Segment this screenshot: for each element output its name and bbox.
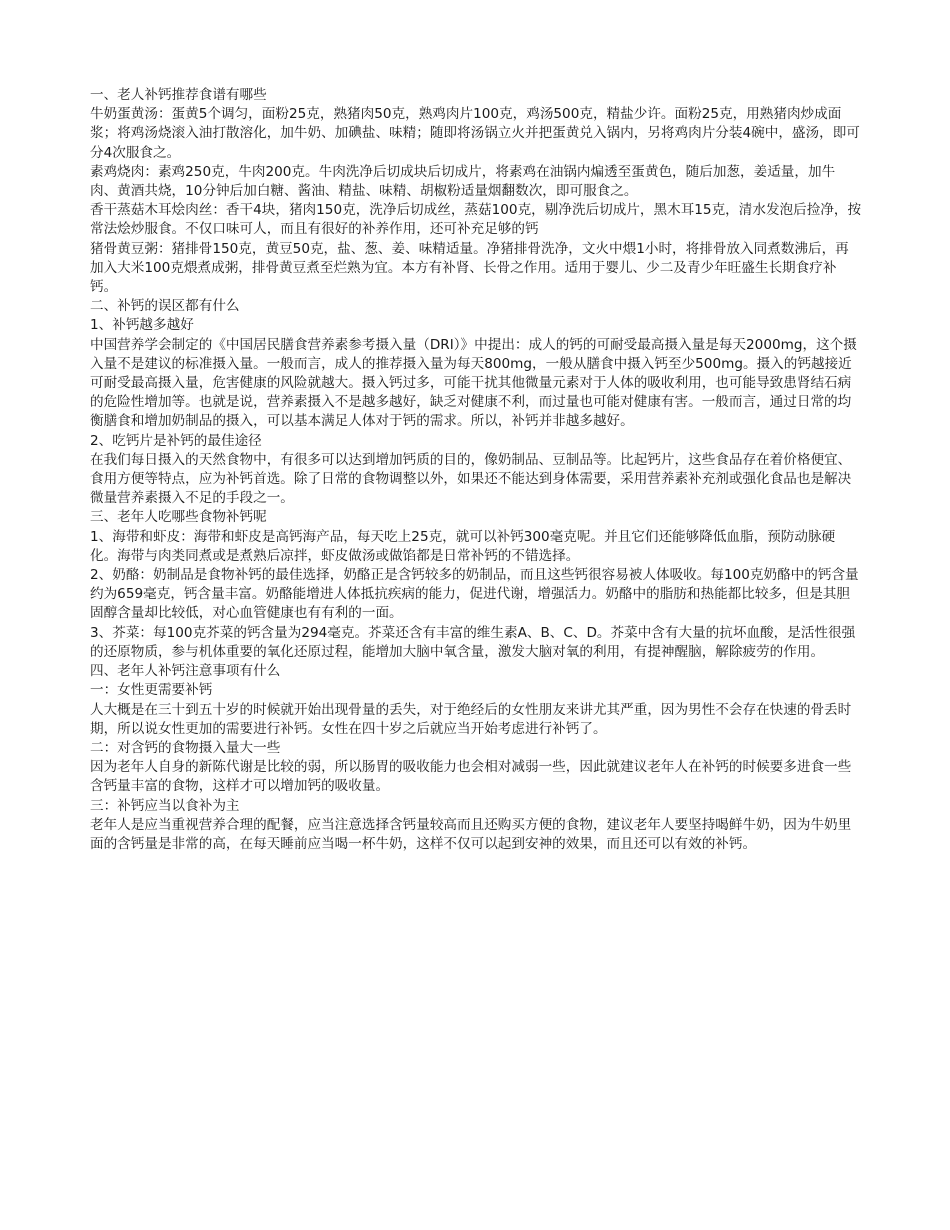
subsection-heading: 2、吃钙片是补钙的最佳途径 (90, 432, 262, 449)
section-heading: 一、老人补钙推荐食谱有哪些 (90, 87, 267, 103)
paragraph: 素鸡烧肉：素鸡250克，牛肉200克。牛肉洗净后切成块后切成片，将素鸡在油锅内煸透至蛋黄色，随后加葱，姜适量，加牛肉、黄酒共烧，10分钟后加白糖、酱油、精盐、味精、胡椒粉适量烟翻数次，即可服食之。 (90, 163, 836, 200)
subsection-heading: 三：补钙应当以食补为主 (90, 797, 240, 814)
paragraph: 牛奶蛋黄汤：蛋黄5个调匀，面粉25克，熟猪肉50克，熟鸡肉片100克，鸡汤500克，精盐少许。面粉25克，用熟猪肉炒成面浆；将鸡汤烧滚入油打散溶化，加牛奶、加碘盐、味精；随即将汤锅立火并把蛋黄兑入锅内，另将鸡肉片分装4碗中，盛汤，即可分4次服食之。 (90, 106, 860, 161)
subsection-heading: 二：对含钙的食物摄入量大一些 (90, 739, 281, 756)
paragraph: 中国营养学会制定的《中国居民膳食营养素参考摄入量（DRI）》中提出：成人的钙的可耐受最高摄入量是每天2000mg，这个摄入量不是建议的标准摄入量。一般而言，成人的推荐摄入量为每天800mg，一般从膳食中摄入钙至少500mg。摄入的钙越接近可耐受最高摄入量，危害健康的风险就越大。摄入钙过多，可能干扰其他微量元素对于人体的吸收利用，也可能导致患肾结石病的危险性增加等。也就是说，营养素摄入不是越多越好，缺乏对健康不利，而过量也可能对健康有害。一般而言，通过日常的均衡膳食和增加奶制品的摄入，可以基本满足人体对于钙的需求。所以，补钙并非越多越好。 (90, 336, 857, 430)
paragraph: 老年人是应当重视营养合理的配餐，应当注意选择含钙量较高而且还购买方便的食物，建议老年人要坚持喝鲜牛奶，因为牛奶里面的含钙量是非常的高，在每天睡前应当喝一杯牛奶，这样不仅可以起到安神的效果，而且还可以有效的补钙。 (90, 816, 852, 852)
paragraph: 猪骨黄豆粥：猪排骨150克，黄豆50克，盐、葱、姜、味精适量。净猪排骨洗净，文火中煨1小时，将排骨放入同煮数沸后，再加入大米100克煨煮成粥，排骨黄豆煮至烂熟为宜。本方有补肾、长骨之作用。适用于婴儿、少二及青少年旺盛生长期食疗补钙。 (90, 240, 849, 296)
subsection-heading: 1、补钙越多越好 (90, 317, 194, 334)
paragraph: 在我们每日摄入的天然食物中，有很多可以达到增加钙质的目的，像奶制品、豆制品等。比起钙片，这些食品存在着价格便宜、食用方便等特点，应为补钙首选。除了日常的食物调整以外，如果还不能达到身体需要，采用营养素补充剂或强化食品也是解决微量营养素摄入不足的手段之一。 (90, 451, 852, 507)
paragraph: 人大概是在三十到五十岁的时候就开始出现骨量的丢失，对于绝经后的女性朋友来讲尤其严重，因为男性不会存在快速的骨丢时期，所以说女性更加的需要进行补钙。女性在四十岁之后就应当开始考虑进行补钙了。 (90, 701, 852, 737)
paragraph: 2、奶酪：奶制品是食物补钙的最佳选择，奶酪正是含钙较多的奶制品，而且这些钙很容易被人体吸收。每100克奶酪中的钙含量约为659毫克，钙含量丰富。奶酪能增进人体抵抗疾病的能力，促进代谢，增强活力。奶酪中的脂肪和热能都比较多，但是其胆固醇含量却比较低，对心血管健康也有有利的一面。 (90, 567, 859, 622)
subsection-heading: 一：女性更需要补钙 (90, 682, 213, 699)
paragraph: 3、芥菜：每100克芥菜的钙含量为294毫克。芥菜还含有丰富的维生素A、B、C、D。芥菜中含有大量的抗坏血酸，是活性很强的还原物质，参与机体重要的氧化还原过程，能增加大脑中氧含量，激发大脑对氧的利用，有提神醒脑，解除疲劳的作用。 (90, 624, 856, 660)
section-heading: 四、老年人补钙注意事项有什么 (90, 663, 281, 680)
paragraph: 香干蒸菇木耳烩肉丝：香干4块，猪肉150克，洗净后切成丝，蒸菇100克，剔净洗后切成片，黑木耳15克，清水发泡后捡净，按常法烩炒服食。不仅口味可人，而且有很好的补养作用，还可补充足够的钙 (90, 202, 862, 238)
section-heading: 二、补钙的误区都有什么 (90, 298, 240, 315)
paragraph: 1、海带和虾皮：海带和虾皮是高钙海产品，每天吃上25克，就可以补钙300毫克呢。并且它们还能够降低血脂，预防动脉硬化。海带与肉类同煮或是煮熟后凉拌，虾皮做汤或做馅都是日常补钙的不错选择。 (90, 528, 836, 564)
document-body (90, 86, 862, 854)
paragraph: 因为老年人自身的新陈代谢是比较的弱，所以肠胃的吸收能力也会相对减弱一些，因此就建议老年人在补钙的时候要多进食一些含钙量丰富的食物，这样才可以增加钙的吸收量。 (90, 759, 852, 795)
section-heading: 三、老年人吃哪些食物补钙呢 (90, 509, 267, 526)
